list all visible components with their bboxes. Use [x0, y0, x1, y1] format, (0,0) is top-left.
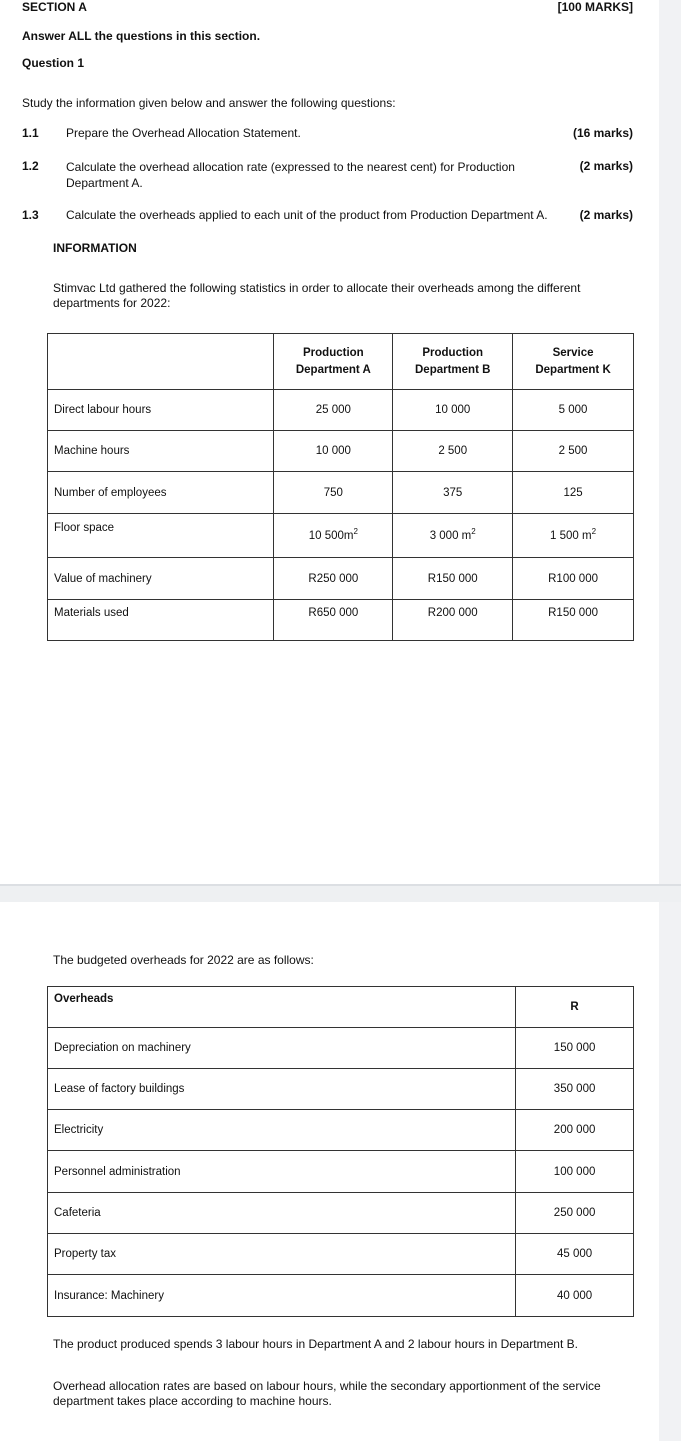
- cell-dept-b: 2 500: [393, 431, 513, 472]
- cell-dept-k: 2 500: [513, 431, 634, 472]
- question-text: Prepare the Overhead Allocation Statement.: [66, 126, 301, 140]
- header-overheads: Overheads: [48, 987, 516, 1028]
- table-row: [48, 558, 634, 600]
- intro-text: Study the information given below and answer the following questions:: [22, 96, 396, 110]
- table-header-row: [48, 334, 634, 390]
- row-label: Floor space: [48, 514, 274, 558]
- table-header-row: [48, 987, 634, 1028]
- information-heading: INFORMATION: [53, 241, 137, 255]
- cell-dept-k: R150 000: [513, 600, 634, 641]
- question-heading: Question 1: [22, 56, 85, 70]
- cell-dept-a: 10 $500m^2$: [274, 514, 393, 558]
- question-text: Calculate the overheads applied to each unit of the product from Production Department A.: [66, 208, 548, 222]
- cell-dept-b: 375: [393, 472, 513, 514]
- overhead-label: Electricity: [48, 1110, 516, 1151]
- row-label: Value of machinery: [48, 558, 274, 600]
- total-marks: [100 MARKS]: [557, 0, 633, 14]
- overhead-label: Cafeteria: [48, 1193, 516, 1234]
- allocation-note: Overhead allocation rates are based on labour hours, while the secondary apportionment of the service department takes place according to machine hours.: [53, 1379, 601, 1408]
- question-marks: (2 marks): [579, 159, 633, 173]
- cell-dept-b: 3 000 $m^2$: [393, 514, 513, 558]
- table-row: [48, 1028, 634, 1069]
- cell-dept-k: 1 500 $m^2$: [513, 514, 634, 558]
- header-rand: R: [516, 987, 634, 1028]
- row-label: Direct labour hours: [48, 390, 274, 431]
- overhead-value: 250 000: [516, 1193, 634, 1234]
- document-page-2: [0, 902, 659, 1441]
- overhead-label: Property tax: [48, 1234, 516, 1275]
- overhead-value: 40 000: [516, 1275, 634, 1317]
- cell-dept-k: 125: [513, 472, 634, 514]
- table-row: [48, 1110, 634, 1151]
- table-row: [48, 1151, 634, 1193]
- cell-dept-b: 10 000: [393, 390, 513, 431]
- table-row: [48, 514, 634, 558]
- department-statistics-table: [47, 333, 634, 641]
- instruction-text: Answer ALL the questions in this section.: [22, 29, 261, 43]
- cell-dept-a: R650 000: [274, 600, 393, 641]
- question-text: Calculate the overhead allocation rate (expressed to the nearest cent) for Production Department A.: [66, 160, 515, 190]
- overhead-label: Lease of factory buildings: [48, 1069, 516, 1110]
- overhead-value: 150 000: [516, 1028, 634, 1069]
- row-label: Materials used: [48, 600, 274, 641]
- question-number: 1.3: [22, 208, 39, 222]
- table-row: [48, 1069, 634, 1110]
- cell-dept-b: R200 000: [393, 600, 513, 641]
- overhead-value: 350 000: [516, 1069, 634, 1110]
- table-row: [48, 600, 634, 641]
- row-label: Number of employees: [48, 472, 274, 514]
- section-title: SECTION A: [22, 0, 87, 14]
- question-marks: (2 marks): [579, 208, 633, 222]
- cell-dept-a: 25 000: [274, 390, 393, 431]
- viewer-scroll-gutter: [659, 0, 681, 1441]
- budgeted-overheads-table: [47, 986, 634, 1317]
- table-row: [48, 431, 634, 472]
- cell-dept-a: R250 000: [274, 558, 393, 600]
- cell-dept-k: 5 000: [513, 390, 634, 431]
- cell-dept-a: 750: [274, 472, 393, 514]
- overhead-value: 200 000: [516, 1110, 634, 1151]
- overhead-value: 45 000: [516, 1234, 634, 1275]
- question-marks: (16 marks): [572, 126, 633, 140]
- header-service-k: Service Department K: [513, 334, 634, 390]
- header-production-a: Production Department A: [274, 334, 393, 390]
- product-note: The product produced spends 3 labour hours in Department A and 2 labour hours in Department B.: [53, 1337, 578, 1351]
- cell-dept-k: R100 000: [513, 558, 634, 600]
- page-separator: [0, 884, 681, 902]
- table-row: [48, 472, 634, 514]
- table-row: [48, 1275, 634, 1317]
- row-label: Machine hours: [48, 431, 274, 472]
- table-row: [48, 390, 634, 431]
- cell-dept-a: 10 000: [274, 431, 393, 472]
- budget-intro: The budgeted overheads for 2022 are as follows:: [53, 953, 314, 967]
- header-cell-empty: [48, 334, 274, 390]
- question-number: 1.2: [22, 159, 39, 173]
- table-row: [48, 1193, 634, 1234]
- question-number: 1.1: [22, 126, 39, 140]
- overhead-value: 100 000: [516, 1151, 634, 1193]
- overhead-label: Depreciation on machinery: [48, 1028, 516, 1069]
- information-paragraph: Stimvac Ltd gathered the following statistics in order to allocate their overheads among the different departments for 2022:: [53, 281, 581, 310]
- table-row: [48, 1234, 634, 1275]
- overhead-label: Personnel administration: [48, 1151, 516, 1193]
- cell-dept-b: R150 000: [393, 558, 513, 600]
- overhead-label: Insurance: Machinery: [48, 1275, 516, 1317]
- header-production-b: Production Department B: [393, 334, 513, 390]
